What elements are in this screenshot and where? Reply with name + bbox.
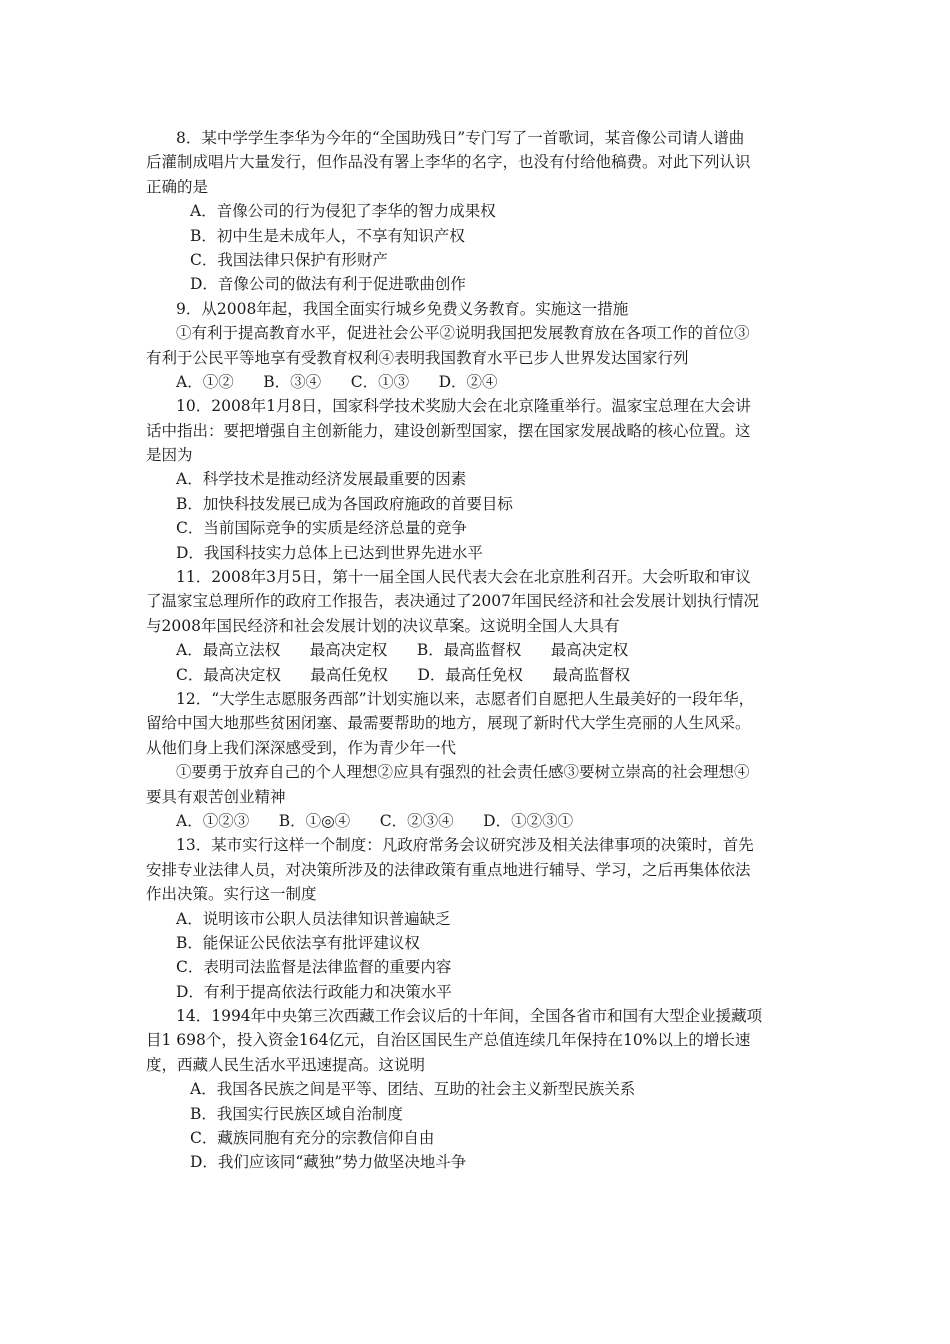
question-14-stem-line-1: 14．1994年中央第三次西藏工作会议后的十年间，全国各省市和国有大型企业援藏项	[176, 1007, 763, 1026]
question-13-option-a: A．说明该市公职人员法律知识普遍缺乏	[176, 909, 451, 928]
question-13-stem-line-1: 13．某市实行这样一个制度：凡政府常务会议研究涉及相关法律事项的决策时，首先	[176, 836, 754, 855]
question-14	[146, 1004, 808, 1175]
question-10-option-a: A．科学技术是推动经济发展最重要的因素	[176, 470, 467, 489]
question-8-option-d: D．音像公司的做法有利于促进歌曲创作	[190, 275, 466, 294]
question-10-option-c: C．当前国际竞争的实质是经济总量的竞争	[176, 519, 467, 538]
question-13-stem-line-2: 安排专业法律人员，对决策所涉及的法律政策有重点地进行辅导、学习，之后再集体依法	[146, 860, 751, 879]
question-8-stem-line-3: 正确的是	[146, 177, 209, 196]
question-8-option-c: C．我国法律只保护有形财产	[190, 250, 388, 269]
question-10-stem-line-2: 话中指出：要把增强自主创新能力，建设创新型国家，摆在国家发展战略的核心位置。这	[146, 421, 751, 440]
question-8-option-a: A．音像公司的行为侵犯了李华的智力成果权	[190, 202, 496, 221]
question-11-stem-line-1: 11．2008年3月5日，第十一届全国人民代表大会在北京胜利召开。大会听取和审议	[176, 568, 751, 587]
question-12-statement-line-1: ①要勇于放弃自己的个人理想②应具有强烈的社会责任感③要树立崇高的社会理想④	[176, 763, 750, 782]
question-9-statement-line-1: ①有利于提高教育水平，促进社会公平②说明我国把发展教育放在各项工作的首位③	[176, 324, 750, 343]
question-10	[146, 394, 808, 565]
question-8	[146, 126, 808, 297]
question-11	[146, 565, 808, 687]
question-9-statement-line-2: 有利于公民平等地享有受教育权利④表明我国教育水平已步人世界发达国家行列	[146, 348, 689, 367]
question-13-option-d: D．有利于提高依法行政能力和决策水平	[176, 982, 452, 1001]
question-14-stem-line-3: 度，西藏人民生活水平迅速提高。这说明	[146, 1055, 426, 1074]
question-8-option-b: B．初中生是未成年人，不享有知识产权	[190, 226, 465, 245]
question-11-options-row-1: A．最高立法权 最高决定权 B．最高监督权 最高决定权	[176, 641, 629, 660]
question-12	[146, 687, 808, 833]
question-11-stem-line-2: 了温家宝总理所作的政府工作报告，表决通过了2007年国民经济和社会发展计划执行情况	[146, 592, 759, 611]
question-13-option-b: B．能保证公民依法享有批评建议权	[176, 933, 420, 952]
question-8-stem-line-2: 后灌制成唱片大量发行，但作品没有署上李华的名字，也没有付给他稿费。对此下列认识	[146, 153, 751, 172]
question-11-options-row-2: C．最高决定权 最高任免权 D．最高任免权 最高监督权	[176, 665, 630, 684]
question-10-stem-line-3: 是因为	[146, 446, 193, 465]
question-11-stem-line-3: 与2008年国民经济和社会发展计划的决议草案。这说明全国人大具有	[146, 616, 620, 635]
question-12-stem-line-2: 留给中国大地那些贫困闭塞、最需要帮助的地方，展现了新时代大学生亮丽的人生风采。	[146, 714, 751, 733]
question-13-option-c: C．表明司法监督是法律监督的重要内容	[176, 958, 452, 977]
question-10-option-d: D．我国科技实力总体上已达到世界先进水平	[176, 543, 483, 562]
question-9-options: A．①② B．③④ C．①③ D．②④	[176, 372, 498, 391]
question-13-stem-line-3: 作出决策。实行这一制度	[146, 885, 317, 904]
question-12-stem-line-3: 从他们身上我们深深感受到，作为青少年一代	[146, 738, 457, 757]
question-8-stem-line-1: 8．某中学学生李华为今年的“全国助残日”专门写了一首歌词，某音像公司请人谱曲	[176, 129, 745, 147]
question-14-option-c: C．藏族同胞有充分的宗教信仰自由	[190, 1129, 435, 1148]
question-12-statement-line-2: 要具有艰苦创业精神	[146, 787, 286, 806]
question-14-option-a: A．我国各民族之间是平等、团结、互助的社会主义新型民族关系	[190, 1080, 636, 1099]
question-9	[146, 297, 808, 395]
question-12-options: A．①②③ B．①◎④ C．②③④ D．①②③①	[176, 811, 574, 830]
question-14-option-b: B．我国实行民族区域自治制度	[190, 1104, 403, 1123]
question-14-stem-line-2: 目1 698个，投入资金164亿元，自治区国民生产总值连续几年保持在10%以上的增长速	[146, 1031, 751, 1050]
question-10-option-b: B．加快科技发展已成为各国政府施政的首要目标	[176, 494, 513, 513]
question-9-stem-line-1: 9．从2008年起，我国全面实行城乡免费义务教育。实施这一措施	[176, 299, 629, 318]
question-14-option-d: D．我们应该同“藏独”势力做坚决地斗争	[190, 1153, 467, 1172]
question-13	[146, 833, 808, 1004]
question-10-stem-line-1: 10．2008年1月8日，国家科学技术奖励大会在北京隆重举行。温家宝总理在大会讲	[176, 397, 751, 416]
question-12-stem-line-1: 12．“大学生志愿服务西部”计划实施以来，志愿者们自愿把人生最美好的一段年华，	[176, 689, 755, 708]
question-list	[146, 126, 808, 1175]
